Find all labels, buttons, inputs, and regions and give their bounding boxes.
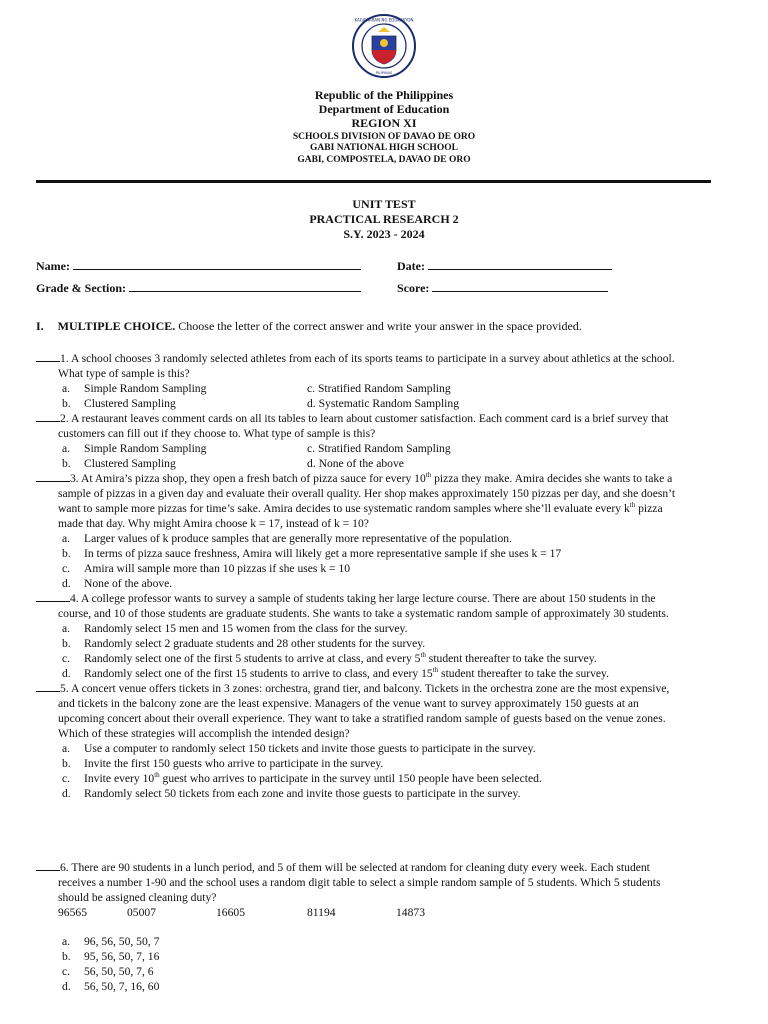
q4-option-c-a: Randomly select one of the first 5 students to arrive at class, and every 5 — [84, 652, 421, 665]
header-divider — [36, 180, 711, 183]
header-republic: Republic of the Philippines — [314, 88, 454, 102]
grade-section-field[interactable] — [36, 280, 361, 296]
svg-text:KAGAWARAN NG EDUKASYON: KAGAWARAN NG EDUKASYON — [354, 17, 414, 23]
q6-option-d: 56, 50, 7, 16, 60 — [84, 980, 160, 993]
deped-seal-logo — [352, 14, 416, 78]
q5-letter-c: c. — [62, 772, 71, 785]
header-department: Department of Education — [318, 102, 450, 116]
section-instruction: Choose the letter of the correct answer and write your answer in the space provided. — [178, 319, 582, 333]
q3-sup-2: th — [629, 501, 636, 510]
q4-letter-b: b. — [62, 637, 71, 650]
q3-option-c: Amira will sample more than 10 pizzas if she uses k = 10 — [84, 562, 351, 575]
q1-option-a: Simple Random Sampling — [84, 382, 207, 395]
q1-option-d: d. Systematic Random Sampling — [307, 397, 459, 410]
q5-option-d: Randomly select 50 tickets from each zone and invite those guests to participate in the survey. — [84, 787, 521, 800]
q4-option-d — [84, 666, 609, 681]
subject-title: PRACTICAL RESEARCH 2 — [309, 212, 459, 226]
name-label: Name: — [36, 259, 70, 273]
header-region: REGION XI — [351, 116, 417, 130]
q4-option-b: Randomly select 2 graduate students and 28 other students for the survey. — [84, 637, 426, 650]
header-division: SCHOOLS DIVISION OF DAVAO DE ORO — [292, 132, 476, 142]
q3-option-a: Larger values of k produce samples that are generally more representative of the population. — [84, 532, 512, 545]
q2-option-d: d. None of the above — [307, 457, 404, 470]
q3-letter-d: d. — [62, 577, 71, 590]
random-digit-5: 14873 — [396, 906, 425, 919]
random-digit-4: 81194 — [307, 906, 336, 919]
q2-letter-a: a. — [62, 442, 71, 455]
answer-blank-6[interactable] — [36, 860, 60, 871]
q6-option-c: 56, 50, 50, 7, 6 — [84, 965, 154, 978]
grade-section-label: Grade & Section: — [36, 281, 126, 295]
q4-option-a: Randomly select 15 men and 15 women from the class for the survey. — [84, 622, 408, 635]
q4-text: 4. A college professor wants to survey a sample of students taking her large lecture course. There are about 150 students in the — [70, 592, 656, 605]
q4-option-d-b: student thereafter to take the survey. — [438, 667, 609, 680]
q6-option-a: 96, 56, 50, 50, 7 — [84, 935, 160, 948]
question-5 — [36, 681, 669, 696]
q3-option-b: In terms of pizza sauce freshness, Amira will likely get a more representative sample if she uses k = 17 — [84, 547, 562, 560]
q6-letter-b: b. — [62, 950, 71, 963]
q6-text-2: receives a number 1-90 and the school uses a random digit table to select a simple random sample of 5 students. Which 5 students — [58, 876, 661, 889]
q3-text-a: 3. At Amira’s pizza shop, they open a fresh batch of pizza sauce for every 10 — [70, 472, 426, 485]
q6-text-3: should be assigned cleaning duty? — [58, 891, 217, 904]
question-2 — [36, 411, 668, 426]
q6-text: 6. There are 90 students in a lunch period, and 5 of them will be selected at random for cleaning duty every week. Each student — [60, 861, 650, 874]
q5-text-2: and tickets in the balcony zone are the least expensive. Managers of the venue want to survey approximately 150 guests at an — [58, 697, 639, 710]
q2-text-2: customers can fill out if they choose to. What type of sample is this? — [58, 427, 376, 440]
section-numeral: I. — [36, 319, 44, 333]
random-digit-3: 16605 — [216, 906, 245, 919]
q4-text-2: course, and 10 of those students are graduate students. She wants to take a systematic random sample of approximately 30 students. — [58, 607, 669, 620]
q5-letter-a: a. — [62, 742, 71, 755]
q5-option-c-b: guest who arrives to participate in the survey until 150 people have been selected. — [159, 772, 542, 785]
name-field[interactable] — [36, 258, 361, 274]
q5-option-c — [84, 771, 542, 786]
q5-letter-b: b. — [62, 757, 71, 770]
q3-text-3b: pizza — [635, 502, 663, 515]
date-label: Date: — [397, 259, 425, 273]
q4-letter-a: a. — [62, 622, 71, 635]
question-6 — [36, 860, 650, 875]
date-field[interactable] — [397, 258, 612, 274]
q5-text: 5. A concert venue offers tickets in 3 zones: orchestra, grand tier, and balcony. Tickets in the orchestra zone are the most expensive, — [60, 682, 670, 695]
q5-text-3: upcoming concert about their overall experience. They want to take a stratified random sample of guests based on the venue zones. — [58, 712, 666, 725]
q6-letter-d: d. — [62, 980, 71, 993]
q1-option-c: c. Stratified Random Sampling — [307, 382, 451, 395]
q5-option-a: Use a computer to randomly select 150 tickets and invite those guests to participate in the survey. — [84, 742, 536, 755]
q3-text-4: made that day. Why might Amira choose k = 17, instead of k = 10? — [58, 517, 369, 530]
answer-blank-5[interactable] — [36, 681, 60, 692]
q3-sup-1: th — [425, 471, 432, 480]
section-heading — [36, 319, 582, 334]
q4-option-c-b: student thereafter to take the survey. — [425, 652, 597, 665]
q1-text-2: What type of sample is this? — [58, 367, 190, 380]
q3-option-d: None of the above. — [84, 577, 173, 590]
score-label: Score: — [397, 281, 430, 295]
test-title: UNIT TEST — [352, 197, 416, 211]
q2-option-b: Clustered Sampling — [84, 457, 176, 470]
q5-option-c-sup: th — [154, 771, 160, 780]
answer-blank-2[interactable] — [36, 411, 60, 422]
score-blank[interactable] — [432, 280, 608, 292]
q6-option-b: 95, 56, 50, 7, 16 — [84, 950, 160, 963]
school-year: S.Y. 2023 - 2024 — [343, 227, 425, 241]
header-school: GABI NATIONAL HIGH SCHOOL — [310, 143, 458, 153]
q3-text-3 — [58, 501, 663, 516]
q4-option-d-a: Randomly select one of the first 15 students to arrive to class, and every 15 — [84, 667, 433, 680]
q4-option-c — [84, 651, 597, 666]
q1-letter-b: b. — [62, 397, 71, 410]
score-field[interactable] — [397, 280, 608, 296]
grade-section-blank[interactable] — [129, 280, 361, 292]
q3-text-3a: want to sample more pizzas for time’s sake. Amira decides to use systematic random samples where she’ll evaluate every k — [58, 502, 630, 515]
q4-option-c-sup: th — [420, 651, 426, 660]
answer-blank-1[interactable] — [36, 351, 60, 362]
name-blank[interactable] — [73, 258, 361, 270]
q5-option-b: Invite the first 150 guests who arrive to participate in the survey. — [84, 757, 384, 770]
section-title: MULTIPLE CHOICE. — [57, 319, 176, 333]
q5-text-4: Which of these strategies will accomplish the intended design? — [58, 727, 350, 740]
q3-text-2: sample of pizzas in a given day and evaluate their overall quality. Her shop makes approximately 150 pizzas per day, and she doesn’t — [58, 487, 676, 500]
q1-text: 1. A school chooses 3 randomly selected athletes from each of its sports teams to participate in a survey about athletics at the school. — [60, 352, 675, 365]
q6-letter-c: c. — [62, 965, 71, 978]
q2-text: 2. A restaurant leaves comment cards on all its tables to learn about customer satisfaction. Each comment card is a brief survey that — [60, 412, 669, 425]
q5-letter-d: d. — [62, 787, 71, 800]
answer-blank-3[interactable] — [36, 471, 70, 482]
random-digit-2: 05007 — [127, 906, 156, 919]
q3-letter-a: a. — [62, 532, 71, 545]
answer-blank-4[interactable] — [36, 591, 70, 602]
q4-option-d-sup: th — [432, 666, 439, 675]
q5-option-c-a: Invite every 10 — [84, 772, 155, 785]
q3-letter-b: b. — [62, 547, 71, 560]
date-blank[interactable] — [428, 258, 612, 270]
q3-text-b: pizza they make. Amira decides she wants to take a — [431, 472, 673, 485]
q4-letter-c: c. — [62, 652, 71, 665]
svg-text:PILIPINAS: PILIPINAS — [375, 71, 393, 75]
random-digit-1: 96565 — [58, 906, 87, 919]
question-3 — [36, 471, 672, 486]
q3-letter-c: c. — [62, 562, 71, 575]
q6-letter-a: a. — [62, 935, 71, 948]
q2-option-c: c. Stratified Random Sampling — [307, 442, 451, 455]
question-1 — [36, 351, 675, 366]
q2-option-a: Simple Random Sampling — [84, 442, 207, 455]
q2-letter-b: b. — [62, 457, 71, 470]
q4-letter-d: d. — [62, 667, 71, 680]
q1-option-b: Clustered Sampling — [84, 397, 176, 410]
question-4 — [36, 591, 656, 606]
q1-letter-a: a. — [62, 382, 71, 395]
header-address: GABI, COMPOSTELA, DAVAO DE ORO — [297, 155, 471, 165]
